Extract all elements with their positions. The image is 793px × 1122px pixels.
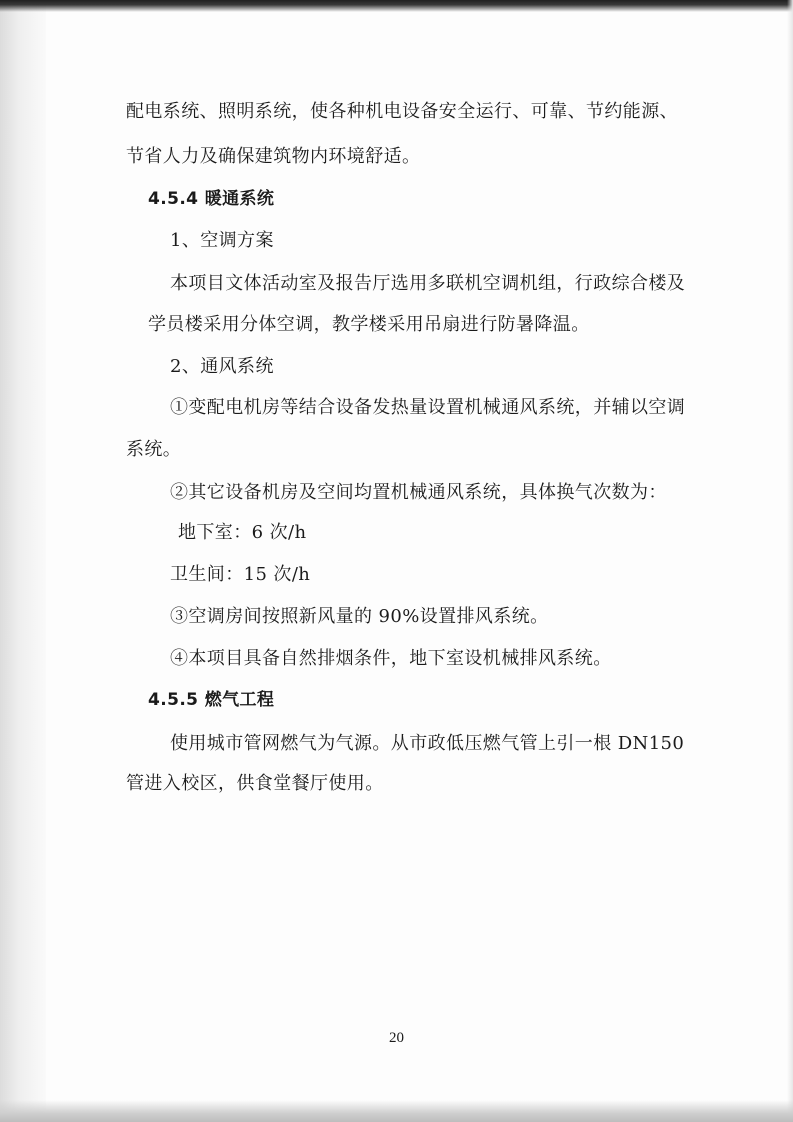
scan-shadow-top bbox=[0, 0, 793, 12]
body-text-line: ③空调房间按照新风量的 90%设置排风系统。 bbox=[170, 606, 549, 627]
body-text-line: 节省人力及确保建筑物内环境舒适。 bbox=[126, 146, 421, 167]
body-text-line: 配电系统、照明系统，使各种机电设备安全运行、可靠、节约能源、 bbox=[126, 101, 678, 122]
scan-shadow-bottom bbox=[0, 1100, 793, 1122]
scan-shadow-left bbox=[0, 0, 46, 1122]
section-heading-4-5-5: 4.5.5 燃气工程 bbox=[148, 690, 275, 710]
subsection-title: 1、空调方案 bbox=[170, 230, 274, 251]
scan-shadow-right bbox=[787, 0, 793, 1122]
subsection-title: 2、通风系统 bbox=[170, 356, 274, 377]
body-text-line: 本项目文体活动室及报告厅选用多联机空调机组，行政综合楼及 bbox=[170, 273, 686, 294]
body-text-line: 地下室：6 次/h bbox=[178, 522, 307, 543]
body-text-line: ④本项目具备自然排烟条件，地下室设机械排风系统。 bbox=[170, 648, 612, 669]
section-heading-4-5-4: 4.5.4 暖通系统 bbox=[148, 189, 275, 209]
page-number: 20 bbox=[389, 1030, 404, 1046]
body-text-line: 学员楼采用分体空调，教学楼采用吊扇进行防暑降温。 bbox=[148, 314, 590, 335]
body-text-line: 使用城市管网燃气为气源。从市政低压燃气管上引一根 DN150 bbox=[170, 733, 685, 754]
body-text-line: 卫生间：15 次/h bbox=[170, 564, 311, 585]
body-text-line: 管进入校区，供食堂餐厅使用。 bbox=[126, 773, 384, 794]
body-text-line: 系统。 bbox=[126, 439, 182, 460]
body-text-line: ①变配电机房等结合设备发热量设置机械通风系统，并辅以空调 bbox=[170, 397, 686, 418]
body-text-line: ②其它设备机房及空间均置机械通风系统，具体换气次数为： bbox=[170, 482, 667, 503]
